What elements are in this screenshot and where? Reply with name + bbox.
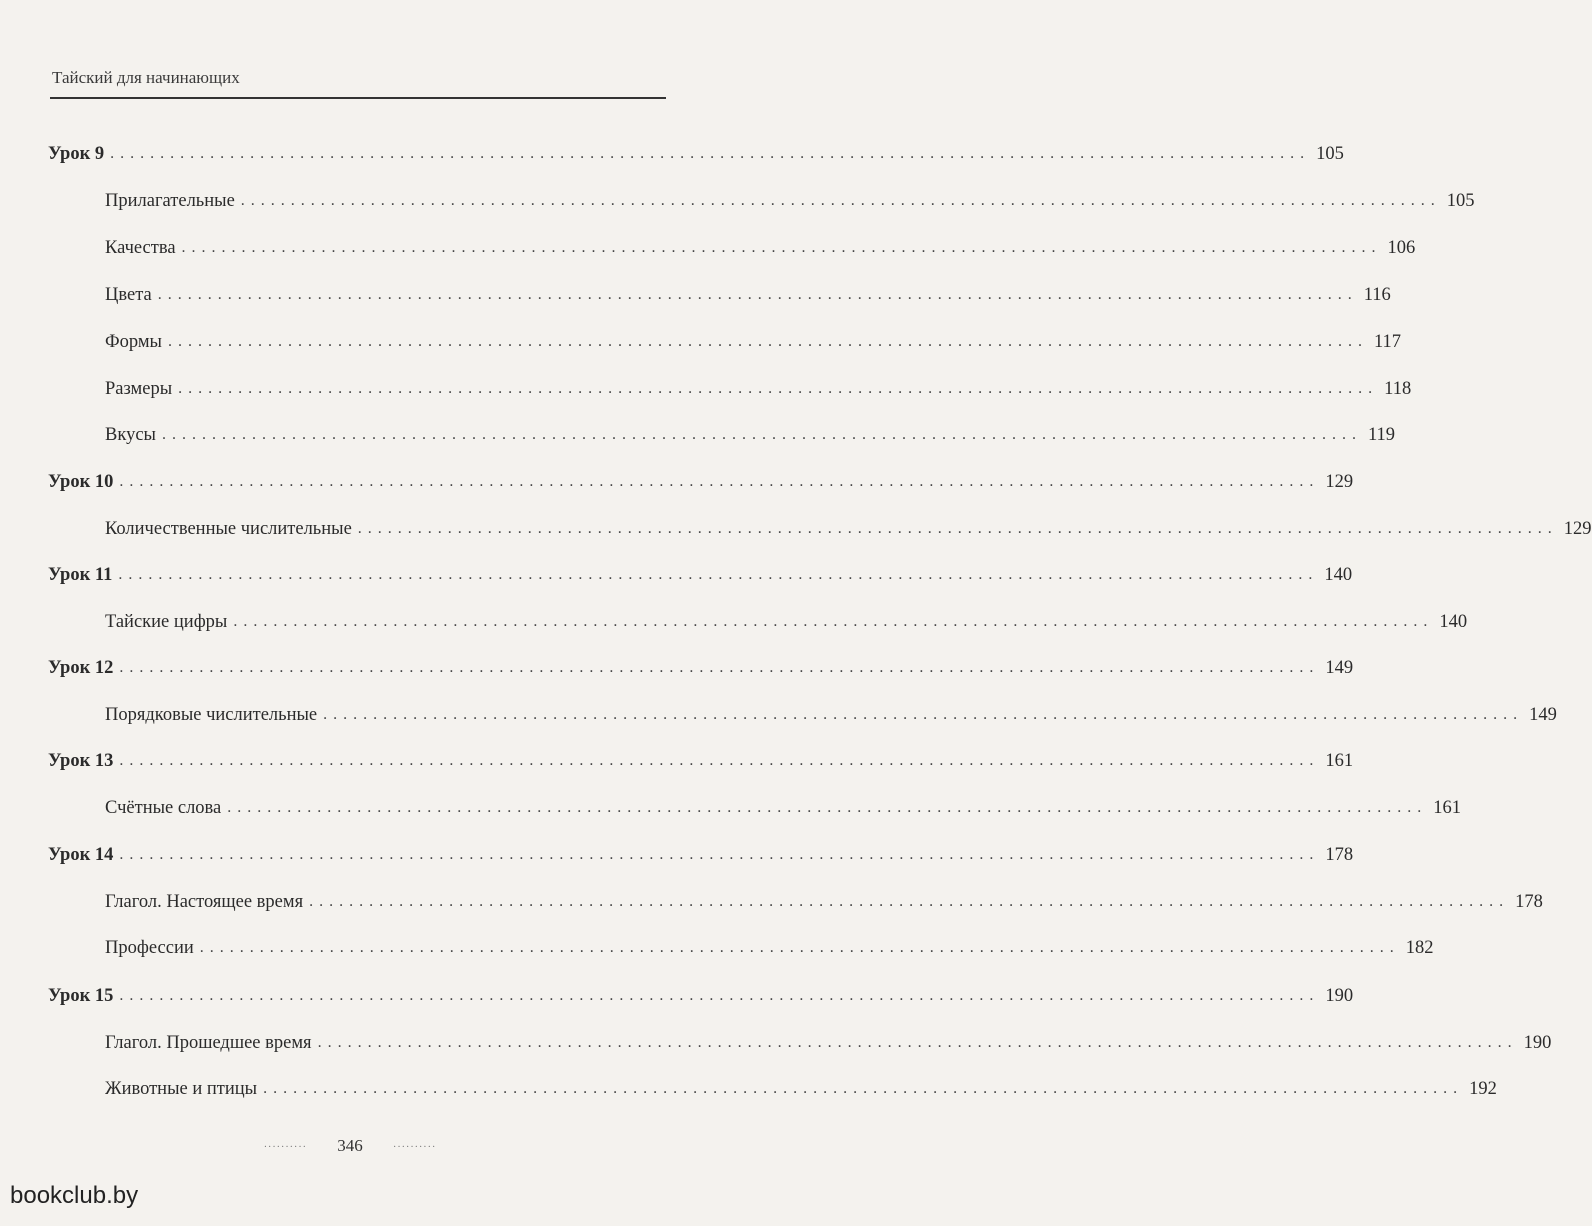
toc-subentry (48, 511, 1592, 547)
toc-leader-dots: ........................................................................................................................ (119, 987, 1320, 1004)
toc-leader-dots: ........................................................................................................................ (178, 380, 1379, 397)
toc-entry-title: Формы (105, 331, 162, 352)
toc-entry-page: 190 (1523, 1032, 1552, 1053)
toc-entry-page: 105 (1446, 190, 1475, 211)
toc-leader-dots: ........................................................................................................................ (181, 239, 1382, 256)
toc-leader-dots: ........................................................................................................................ (240, 192, 1441, 209)
toc-entry-title: Глагол. Прошедшее время (105, 1032, 312, 1053)
toc-entry-page: 129 (1563, 518, 1592, 539)
toc-leader-dots: ........................................................................................................................ (167, 333, 1368, 350)
toc-entry-page: 105 (1316, 143, 1344, 164)
toc-entry-title: Урок 12 (48, 657, 114, 678)
toc-subentry (48, 604, 1468, 640)
toc-lesson-entry (48, 136, 1344, 172)
toc-leader-dots: ........................................................................................................................ (118, 566, 1319, 583)
toc-entry-page: 140 (1439, 611, 1468, 632)
toc-entry-title: Цвета (105, 284, 152, 305)
toc-entry-title: Урок 15 (48, 985, 114, 1006)
watermark: bookclub.by (10, 1182, 139, 1209)
toc-subentry (48, 183, 1475, 219)
toc-leader-dots: ........................................................................................................................ (199, 939, 1400, 956)
toc-entry-title: Урок 14 (48, 844, 114, 865)
toc-entry-page: 106 (1387, 237, 1416, 258)
toc-subentry (48, 930, 1434, 966)
toc-entry-title: Урок 10 (48, 471, 114, 492)
toc-leader-dots: ........................................................................................................................ (317, 1034, 1518, 1051)
toc-subentry (48, 790, 1462, 826)
toc-lesson-entry (48, 464, 1354, 500)
toc-entry-title: Урок 13 (48, 750, 114, 771)
header-rule (50, 97, 666, 99)
toc-leader-dots: ........................................................................................................................ (227, 799, 1428, 816)
toc-subentry (48, 1071, 1497, 1107)
toc-entry-title: Глагол. Настоящее время (105, 891, 304, 912)
toc-entry-page: 178 (1515, 891, 1543, 912)
toc-leader-dots: ........................................................................................................................ (233, 613, 1434, 630)
toc-entry-page: 182 (1405, 937, 1434, 958)
toc-entry-title: Прилагательные (105, 190, 235, 211)
footer-ornament-right: ·········· (393, 1141, 437, 1153)
toc-leader-dots: ........................................................................................................................ (119, 846, 1320, 863)
toc-lesson-entry (48, 743, 1354, 779)
toc-entry-title: Вкусы (105, 424, 156, 445)
toc-entry-title: Урок 11 (48, 564, 113, 585)
toc-leader-dots: ........................................................................................................................ (157, 286, 1358, 303)
toc-entry-title: Урок 9 (48, 143, 105, 164)
toc-entry-title: Тайские цифры (105, 611, 228, 632)
toc-lesson-entry (48, 837, 1354, 873)
toc-subentry (48, 417, 1396, 453)
toc-entry-title: Профессии (105, 937, 194, 958)
toc-lesson-entry (48, 978, 1354, 1014)
toc-entry-title: Размеры (105, 378, 173, 399)
toc-entry-page: 119 (1367, 424, 1396, 445)
toc-entry-page: 161 (1325, 750, 1354, 771)
toc-subentry (48, 697, 1557, 733)
toc-entry-title: Порядковые числительные (105, 704, 318, 725)
toc-subentry (48, 371, 1412, 407)
toc-entry-page: 178 (1325, 844, 1354, 865)
toc-leader-dots: ........................................................................................................................ (263, 1080, 1464, 1097)
toc-lesson-entry (48, 557, 1353, 593)
toc-entry-page: 149 (1325, 657, 1354, 678)
toc-leader-dots: ........................................................................................................................ (357, 520, 1558, 537)
toc-entry-title: Животные и птицы (105, 1078, 258, 1099)
toc-leader-dots: ........................................................................................................................ (110, 145, 1311, 162)
toc-leader-dots: ........................................................................................................................ (119, 659, 1320, 676)
toc-subentry (48, 884, 1543, 920)
toc-subentry (48, 1025, 1552, 1061)
toc-entry-page: 140 (1324, 564, 1353, 585)
toc-entry-page: 117 (1373, 331, 1402, 352)
toc-entry-page: 192 (1469, 1078, 1497, 1099)
toc-entry-page: 116 (1363, 284, 1391, 305)
toc-leader-dots: ........................................................................................................................ (119, 473, 1320, 490)
running-header: Тайский для начинающих (52, 68, 240, 87)
toc-entry-page: 149 (1529, 704, 1557, 725)
toc-entry-title: Счётные слова (105, 797, 222, 818)
toc-entry-page: 161 (1433, 797, 1462, 818)
footer-ornament-left: ·········· (263, 1141, 307, 1153)
toc-leader-dots: ........................................................................................................................ (323, 706, 1524, 723)
toc-entry-page: 190 (1325, 985, 1354, 1006)
toc-subentry (48, 277, 1391, 313)
page-number: 346 (337, 1136, 363, 1155)
toc-entry-page: 129 (1325, 471, 1354, 492)
toc-entry-page: 118 (1384, 378, 1412, 399)
toc-entry-title: Количественные числительные (105, 518, 352, 539)
toc-leader-dots: ........................................................................................................................ (309, 893, 1510, 910)
toc-leader-dots: ........................................................................................................................ (161, 426, 1362, 443)
toc-subentry (48, 324, 1402, 360)
toc-subentry (48, 230, 1416, 266)
page-footer (0, 1136, 700, 1156)
toc-lesson-entry (48, 650, 1354, 686)
toc-entry-title: Качества (105, 237, 176, 258)
toc-leader-dots: ........................................................................................................................ (119, 752, 1320, 769)
